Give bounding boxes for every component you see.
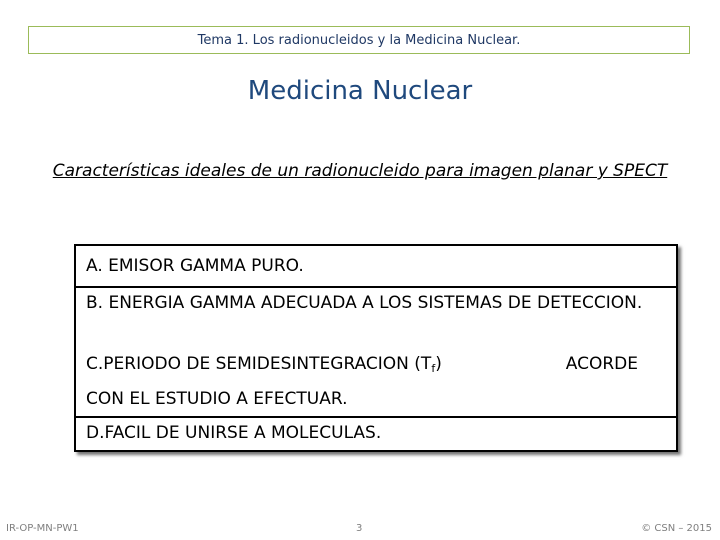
page-number: 3 <box>356 523 363 534</box>
item-a-text: A. EMISOR GAMMA PURO. <box>86 256 304 276</box>
list-item <box>76 286 676 318</box>
header-text: Tema 1. Los radionucleidos y la Medicina Nuclear. <box>197 32 521 48</box>
item-c-end: ) <box>435 354 442 374</box>
list-item <box>76 349 676 414</box>
footer-copyright: © CSN – 2015 <box>641 523 712 534</box>
item-c-start: C.PERIODO DE SEMIDESINTEGRACION (T <box>86 354 432 374</box>
item-c-line1 <box>86 349 638 384</box>
item-c-subscript: f <box>431 362 436 375</box>
slide-title: Medicina Nuclear <box>247 76 473 106</box>
item-c-line1-right: ACORDE <box>565 354 638 374</box>
list-item <box>76 251 676 281</box>
item-d-text: D.FACIL DE UNIRSE A MOLECULAS. <box>86 423 382 443</box>
slide-header <box>28 26 690 54</box>
list-item <box>76 416 676 448</box>
item-c-line2: CON EL ESTUDIO A EFECTUAR. <box>86 389 348 409</box>
slide-subtitle: Características ideales de un radionucleido para imagen planar y SPECT <box>52 161 668 181</box>
footer-code: IR-OP-MN-PW1 <box>6 523 79 534</box>
item-c-line1-left <box>86 349 442 384</box>
item-b-text: B. ENERGIA GAMMA ADECUADA A LOS SISTEMAS DE DETECCION. <box>86 293 643 313</box>
characteristics-box <box>74 244 678 452</box>
